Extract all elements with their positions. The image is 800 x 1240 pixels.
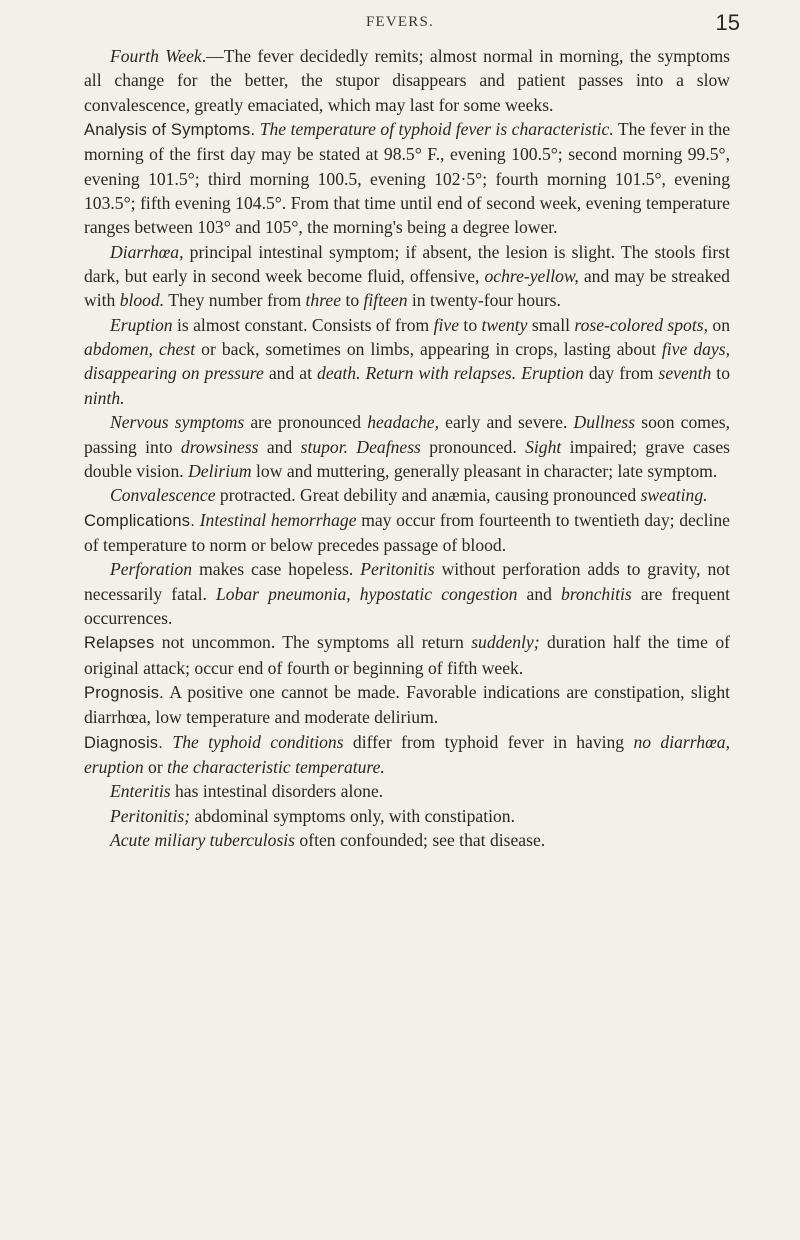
section-heading: Diagnosis. — [84, 733, 164, 752]
text-run — [163, 732, 172, 752]
text-run: differ from typhoid fever in having — [343, 731, 634, 752]
italic-term: Dullness — [573, 412, 636, 433]
text-run: and — [258, 436, 301, 457]
text-run: protracted. Great debility and anæmia, causing pronounced — [215, 485, 641, 506]
text-run: makes case hopeless. — [192, 559, 361, 580]
paragraph-acute-miliary-tuberculosis — [84, 828, 730, 852]
italic-term: headache, — [367, 412, 440, 433]
italic-term: Enteritis — [110, 781, 171, 802]
text-run: low and muttering, generally pleasant in character; late symptom. — [251, 460, 718, 481]
text-run: small — [527, 314, 575, 335]
italic-term: stupor. Deafness — [300, 436, 421, 457]
italic-term: twenty — [481, 314, 528, 335]
body-text — [84, 44, 730, 852]
text-run: may occur from fourteenth to twentieth day; decline of temperature to norm or below precedes passage of blood. — [84, 509, 730, 555]
italic-term: no diarrhœa, eruption — [84, 731, 730, 777]
italic-term: Intestinal hemorrhage — [199, 509, 357, 530]
text-run: not uncommon. The symptoms all return — [154, 632, 472, 653]
text-run: .—The fever decidedly remits; almost normal in morning, the symptoms all change for the better, the stupor disappears and patient passes into a slow convalescence, greatly emaciated, which may last for some weeks. — [84, 46, 730, 115]
text-run: day from — [583, 363, 659, 384]
italic-term: Acute miliary tuberculosis — [110, 830, 296, 850]
section-heading: Prognosis. — [84, 683, 164, 702]
paragraph-relapses — [84, 630, 730, 680]
italic-term: suddenly; — [471, 632, 540, 653]
paragraph-diagnosis — [84, 730, 730, 780]
italic-term: five days, disappearing on pressure — [84, 339, 730, 384]
paragraph-analysis-of-symptoms — [84, 117, 730, 240]
running-title: FEVERS. — [366, 14, 434, 30]
text-run: A positive one cannot be made. Favorable indications are constipation, slight diarrhœa, low temperature and moderate delirium. — [84, 681, 730, 728]
paragraph-peritonitis — [84, 804, 730, 828]
paragraph-convalescence — [84, 483, 730, 507]
italic-term: Peritonitis; — [110, 805, 191, 826]
italic-term: bronchitis — [561, 583, 632, 604]
text-run: on — [708, 314, 731, 335]
text-run: duration half the time of original attack; occur end of fourth or beginning of fifth week. — [84, 632, 730, 678]
text-run: principal intestinal symptom; if absent, the lesion is slight. The stools first dark, but early in second week become fluid, offensive, — [84, 241, 730, 287]
page-header — [0, 12, 800, 42]
text-run: to — [459, 314, 482, 335]
text-run: are frequent occurrences. — [84, 583, 731, 628]
italic-term: abdomen, chest — [84, 339, 196, 360]
text-run: has intestinal disorders alone. — [170, 781, 384, 802]
italic-term: Eruption — [110, 314, 173, 335]
italic-term: drowsiness — [180, 436, 259, 457]
section-heading: Complications. — [84, 511, 196, 530]
italic-term: seventh — [658, 363, 712, 384]
text-run: often confounded; see that disease. — [295, 830, 546, 850]
paragraph-nervous-symptoms — [84, 410, 730, 483]
text-run: impaired; grave cases double vision. — [84, 436, 730, 481]
text-run: and may be streaked with — [84, 266, 730, 311]
italic-term: The typhoid conditions — [172, 731, 344, 752]
italic-term: Peritonitis — [360, 559, 435, 580]
italic-term: the characteristic temperature. — [167, 756, 385, 777]
italic-term: ochre-yellow, — [484, 266, 579, 287]
italic-term: blood. — [119, 290, 165, 311]
text-run: pronounced. — [420, 436, 526, 457]
page-number: 15 — [715, 10, 740, 35]
italic-term: Perforation — [110, 559, 193, 580]
paragraph-fourth-week — [84, 44, 730, 117]
text-run: early and severe. — [439, 412, 574, 433]
italic-term: Lobar pneumonia, hypostatic congestion — [216, 583, 518, 604]
paragraph-prognosis — [84, 680, 730, 730]
text-run: soon comes, passing into — [84, 412, 730, 457]
italic-term: fifteen — [363, 290, 408, 311]
italic-term: Diarrhœa, — [110, 241, 184, 262]
text-run: to — [711, 363, 730, 384]
italic-term: rose-colored spots, — [574, 314, 708, 335]
text-run: or — [143, 756, 168, 777]
italic-term: death. Return with relapses. Eruption — [317, 363, 584, 384]
text-run: and at — [263, 363, 318, 384]
section-heading: Relapses — [84, 634, 155, 653]
text-run: They number from — [164, 290, 306, 311]
text-run: abdominal symptoms only, with constipation. — [190, 805, 515, 826]
italic-term: sweating. — [640, 485, 708, 506]
italic-term: Delirium — [188, 460, 252, 481]
italic-term: five — [433, 314, 460, 335]
italic-term: Nervous symptoms — [110, 412, 245, 433]
text-run: to — [341, 290, 364, 311]
section-heading: Analysis of Symptoms. — [84, 121, 256, 140]
paragraph-eruption — [84, 313, 730, 410]
paragraph-perforation — [84, 557, 730, 630]
text-run: is almost constant. Consists of from — [172, 314, 434, 335]
text-run: The fever in the morning of the first day may be stated at 98.5° F., evening 100.5°; second morning 99.5°, evening 101.5°; third morning 100.5, evening 102·5°; fourth morning 101.5°, evening 103.5°; fifth evening 104.5°. From that time until end of second week, evening temperature ranges between 103° and 105°, the morning's being a degree lower. — [84, 119, 730, 238]
italic-term: Fourth Week — [110, 46, 202, 66]
paragraph-enteritis — [84, 779, 730, 803]
text-run: without perforation adds to gravity, not necessarily fatal. — [84, 559, 730, 604]
italic-term: ninth. — [84, 387, 125, 408]
text-run: or back, sometimes on limbs, appearing in crops, lasting about — [195, 339, 662, 360]
paragraph-complications — [84, 508, 730, 558]
text-run: in twenty-four hours. — [407, 290, 561, 311]
text-run: are pronounced — [244, 412, 368, 433]
paragraph-diarrhoea — [84, 240, 730, 313]
text-run: and — [517, 583, 562, 604]
italic-term: Convalescence — [110, 485, 216, 506]
italic-term: Sight — [525, 436, 562, 457]
italic-term: three — [305, 290, 342, 311]
italic-term: The temperature of typhoid fever is characteristic. — [259, 119, 614, 140]
